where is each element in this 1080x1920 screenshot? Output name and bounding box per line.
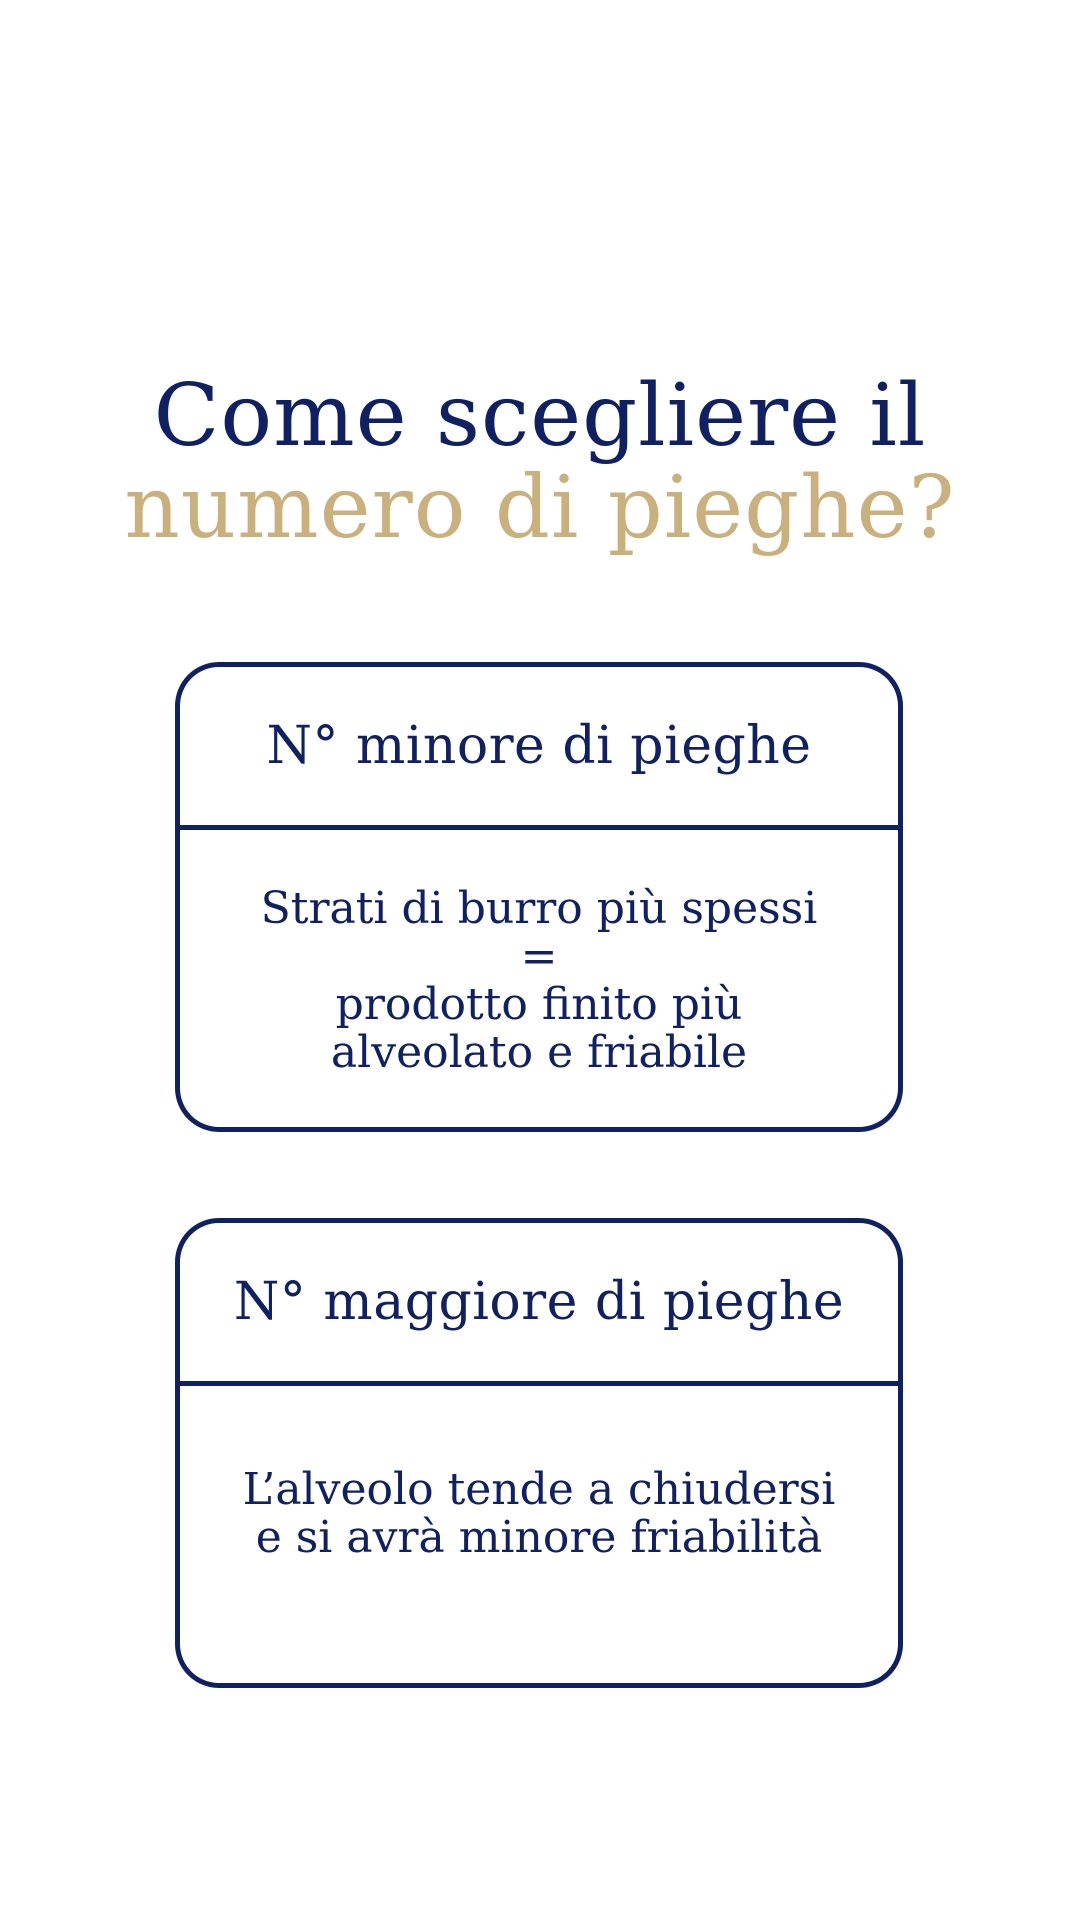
card-body-line: = [520,931,558,982]
fewer-folds-card-header: N° minore di pieghe [180,667,898,830]
card-body-line: L’alveolo tende a chiudersi [242,1464,836,1515]
title-line-1: Come scegliere il [153,366,927,466]
fewer-folds-card-body [180,830,898,1132]
card-body-line: Strati di burro più spessi [260,883,818,934]
more-folds-card-header: N° maggiore di pieghe [180,1223,898,1386]
title-line-2: numero di pieghe? [124,458,956,558]
card-body-line: e si avrà minore friabilità [255,1512,823,1563]
page-title [0,366,1080,558]
card-body-line: prodotto finito più [335,979,743,1030]
more-folds-card [175,1218,903,1688]
fewer-folds-card [175,662,903,1132]
more-folds-card-body [180,1386,898,1688]
card-body-line: alveolato e friabile [330,1027,748,1078]
